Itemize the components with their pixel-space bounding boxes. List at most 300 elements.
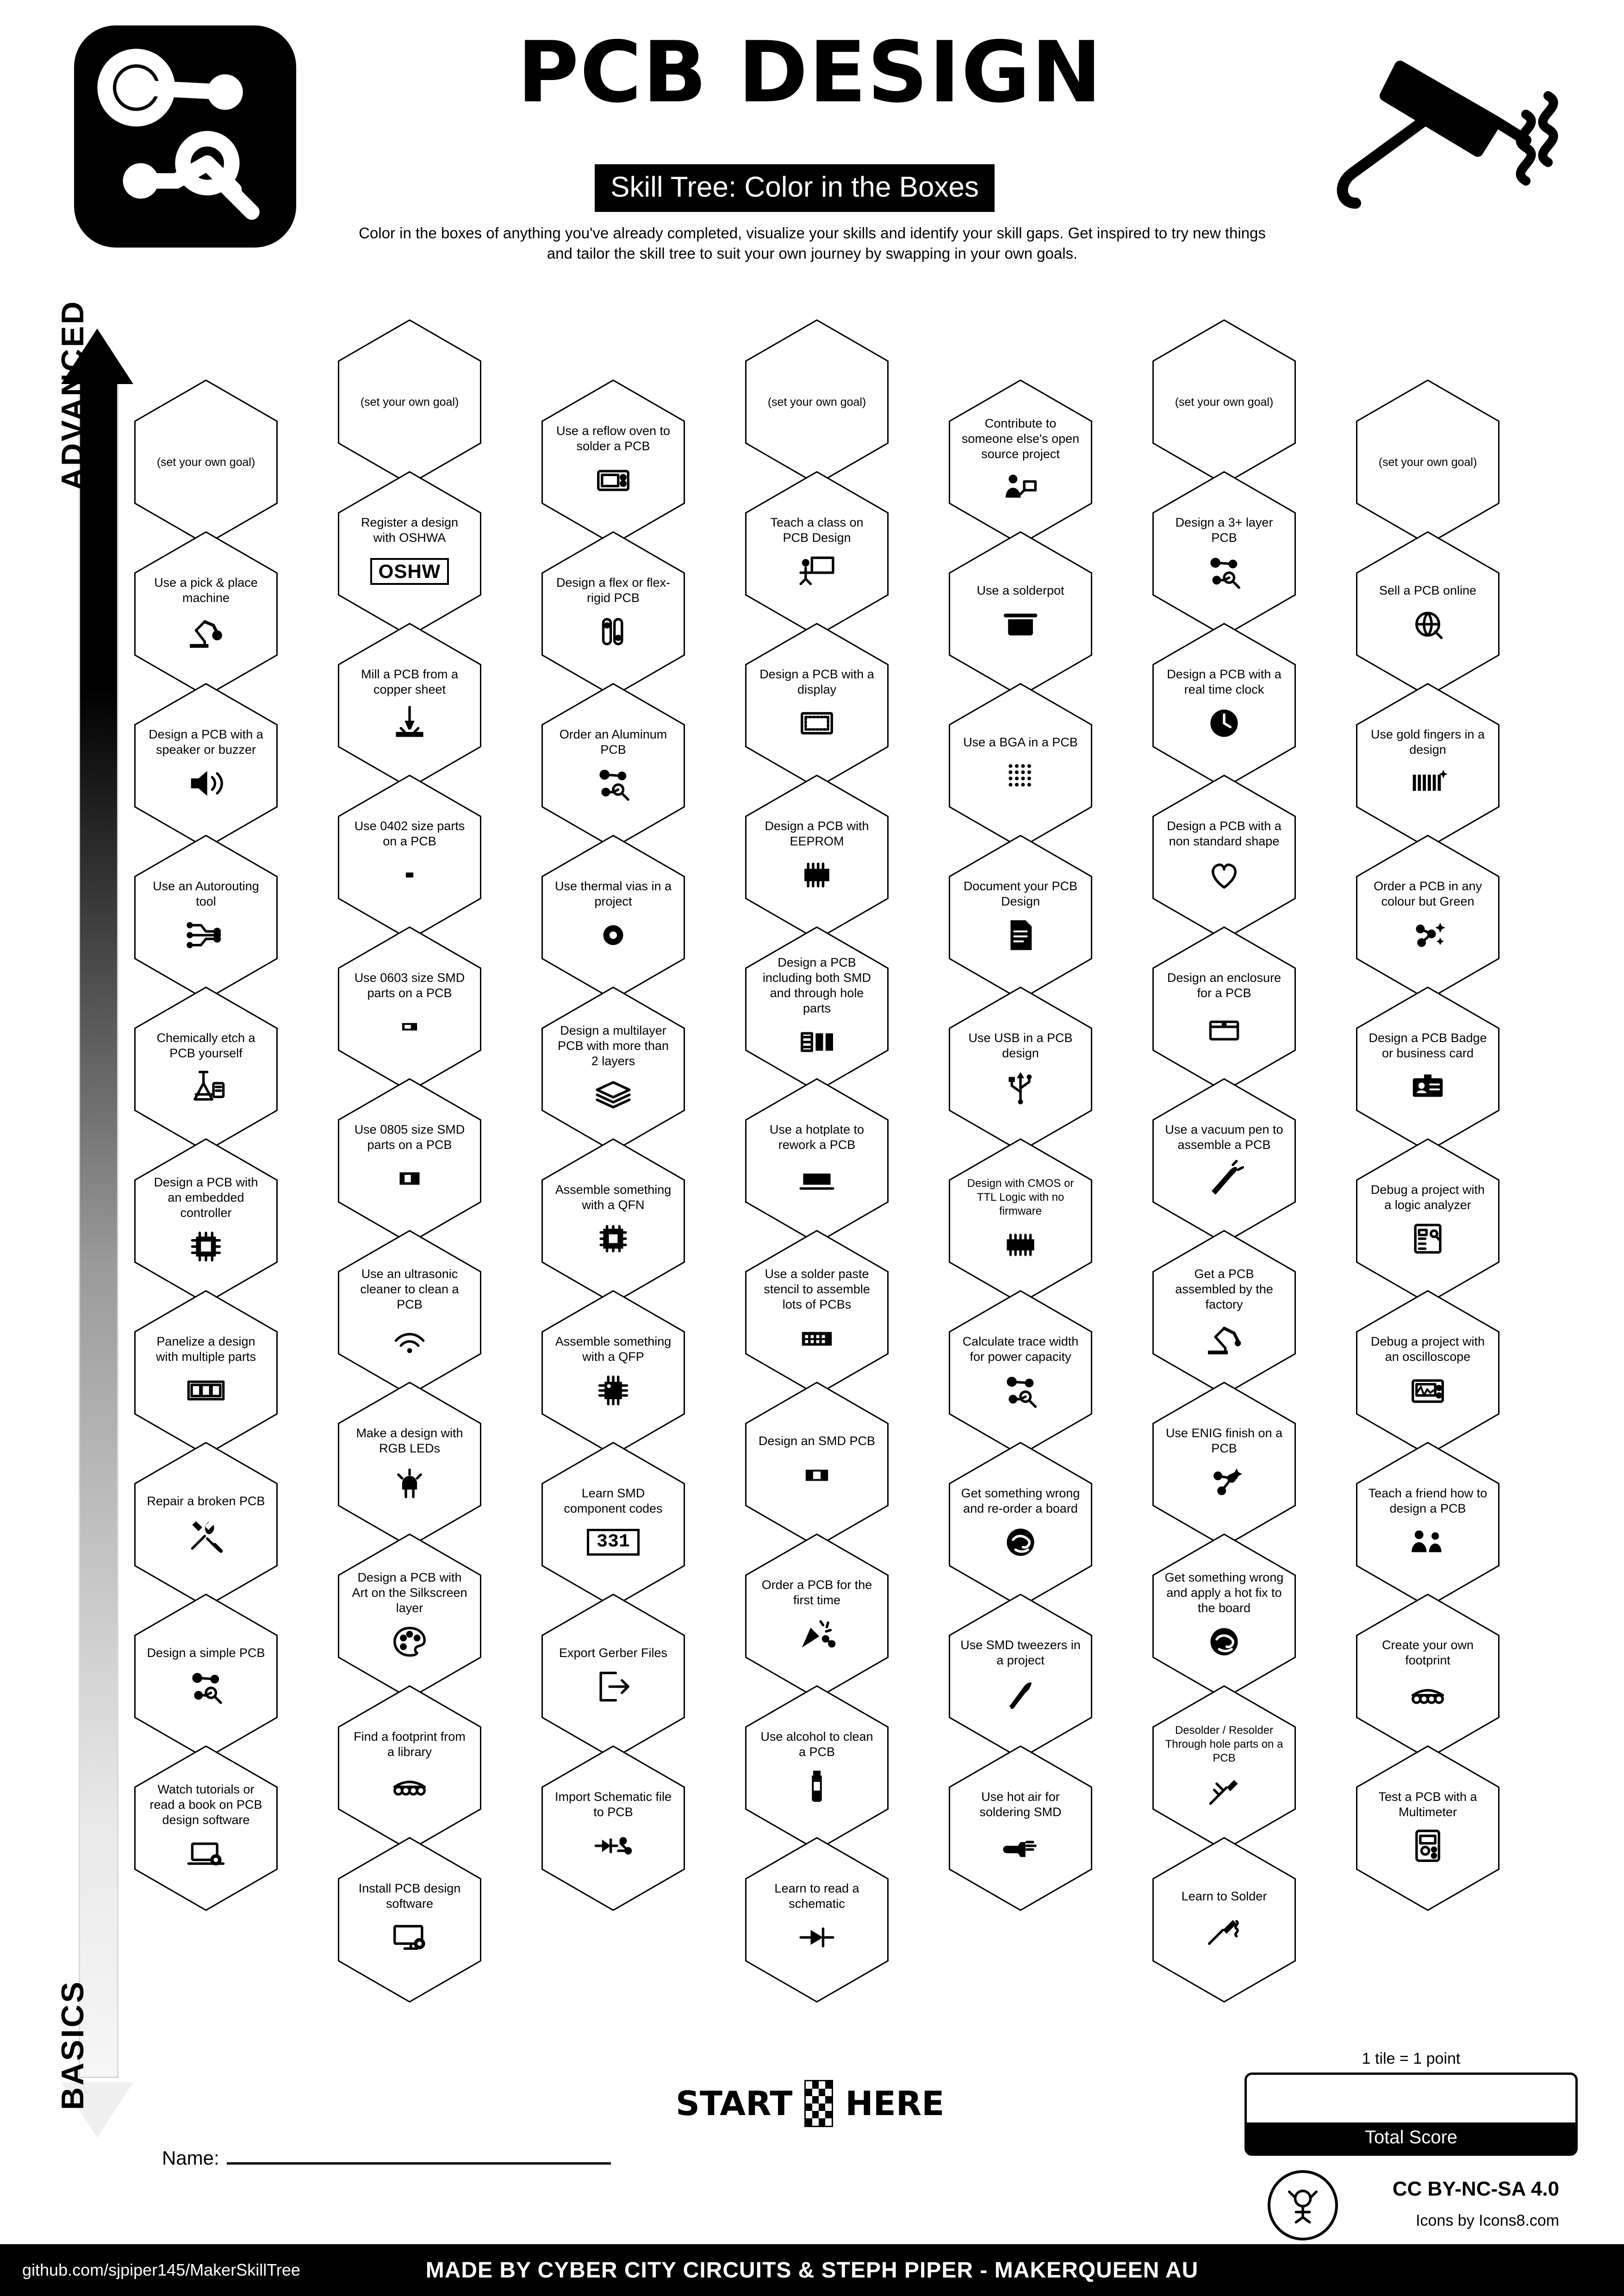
tile-content <box>1163 623 1286 788</box>
skill-tile[interactable] <box>1152 319 1296 485</box>
axis-label-advanced: ADVANCED <box>55 299 90 490</box>
tile-label: Order an Aluminum PCB <box>559 727 667 757</box>
skill-tile[interactable] <box>745 775 889 940</box>
tile-content <box>1163 319 1286 485</box>
reflow-oven-icon <box>593 459 633 501</box>
subtitle-banner: Skill Tree: Color in the Boxes <box>595 164 995 212</box>
tile-label: Learn to read a schematic <box>774 1881 859 1911</box>
dip-chip-icon <box>797 854 837 896</box>
pcb-trace-icon <box>1001 1369 1040 1412</box>
tile-label: Use 0603 size SMD parts on a PCB <box>354 971 465 1000</box>
footer-center-text: MADE BY CYBER CITY CIRCUITS & STEPH PIPER - MAKERQUEEN AU <box>425 2258 1199 2283</box>
tile-label: Use an Autorouting tool <box>153 879 259 908</box>
via-icon <box>593 914 633 956</box>
tile-label: Learn SMD component codes <box>564 1486 663 1515</box>
tile-label: Chemically etch a PCB yourself <box>156 1031 255 1060</box>
tile-content <box>1366 1138 1489 1304</box>
tile-label: Export Gerber Files <box>559 1645 668 1660</box>
skill-tile[interactable] <box>134 1745 278 1911</box>
tile-label: Design a 3+ layer PCB <box>1175 515 1273 545</box>
pcb-trace-icon <box>186 1665 226 1708</box>
tile-label: Create your own footprint <box>1381 1638 1474 1667</box>
tile-content <box>348 1382 471 1547</box>
smd-0805-icon <box>390 1157 429 1200</box>
tile-label: Design a flex or flex-rigid PCB <box>556 576 671 605</box>
tile-content <box>1366 1594 1489 1759</box>
facepalm-icon <box>1001 1521 1040 1564</box>
skill-tile[interactable] <box>338 623 481 788</box>
tile-content <box>552 835 675 1000</box>
heart-shape-icon <box>1204 854 1244 896</box>
celebration-pcb-icon <box>797 1613 837 1655</box>
skill-tile[interactable] <box>1356 531 1500 697</box>
layers-stack-icon <box>593 1074 633 1116</box>
skill-tile[interactable] <box>541 1138 685 1304</box>
tile-label: Find a footprint from a library <box>354 1730 466 1759</box>
tile-label: Design a PCB with a real time clock <box>1167 667 1282 696</box>
factory-robot-icon <box>1204 1317 1244 1359</box>
clock-icon <box>1204 702 1244 745</box>
tile-content <box>959 1442 1082 1607</box>
skill-tile[interactable] <box>949 987 1092 1152</box>
tile-label: Teach a class on PCB Design <box>770 515 864 545</box>
tile-content <box>755 471 878 637</box>
diode-symbol-icon <box>797 1916 837 1959</box>
page-title: PCB DESIGN <box>517 23 1103 121</box>
skill-tile[interactable] <box>541 379 685 545</box>
pick-and-place-icon <box>186 610 226 653</box>
tile-label: Document your PCB Design <box>963 879 1078 908</box>
tile-content <box>144 379 268 545</box>
footer-bar <box>0 2244 1624 2296</box>
tile-content <box>959 531 1082 697</box>
tile-label: Design a simple PCB <box>147 1645 265 1660</box>
skill-tile[interactable] <box>541 1594 685 1759</box>
tile-label: Design a PCB with a display <box>759 667 874 696</box>
tile-content <box>144 835 268 1000</box>
skill-tile[interactable] <box>338 319 481 485</box>
presenter-icon <box>797 550 837 593</box>
tile-content <box>144 1442 268 1607</box>
tile-content <box>144 1138 268 1304</box>
logic-analyzer-icon <box>1408 1217 1448 1260</box>
tile-label: Assemble something with a QFN <box>555 1183 672 1212</box>
tile-content <box>755 623 878 788</box>
schematic-to-pcb-icon <box>593 1824 633 1867</box>
license-text: CC BY-NC-SA 4.0 <box>1392 2178 1559 2200</box>
etching-flask-icon <box>186 1066 226 1108</box>
skill-tile[interactable] <box>1152 1078 1296 1244</box>
panel-array-icon <box>186 1369 226 1412</box>
skill-tile[interactable] <box>1152 1533 1296 1699</box>
soldering-iron-icon <box>1204 1909 1244 1951</box>
tile-content <box>755 926 878 1092</box>
share-person-icon <box>1001 466 1040 509</box>
skill-tile[interactable] <box>949 1290 1092 1456</box>
tile-content <box>755 1837 878 2003</box>
name-label: Name: <box>162 2147 219 2169</box>
tile-label: Design an enclosure for a PCB <box>1167 971 1282 1000</box>
skill-tile[interactable] <box>949 835 1092 1000</box>
microcontroller-chip-icon <box>186 1225 226 1268</box>
tile-label: Design a PCB with a non standard shape <box>1167 819 1282 848</box>
checkered-flag-icon <box>804 2080 833 2127</box>
tile-content <box>1366 379 1489 545</box>
tile-label: Install PCB design software <box>358 1881 461 1911</box>
skill-tile[interactable] <box>1152 775 1296 940</box>
smd-and-tht-icon <box>797 1021 837 1063</box>
skill-tile[interactable] <box>1152 1685 1296 1851</box>
name-field[interactable] <box>162 2147 611 2169</box>
vacuum-pen-icon <box>1204 1157 1244 1200</box>
enig-pcb-icon <box>1204 1461 1244 1503</box>
tile-label: Calculate trace width for power capacity <box>962 1334 1079 1364</box>
tile-label: Design a PCB with an embedded controller <box>154 1175 258 1220</box>
tile-label: Get something wrong and apply a hot fix to the board <box>1164 1570 1284 1615</box>
smd-0402-icon <box>390 854 429 896</box>
skill-tile[interactable] <box>745 1078 889 1244</box>
skill-tile[interactable] <box>541 1442 685 1607</box>
skill-tile[interactable] <box>338 1078 481 1244</box>
tile-content <box>1163 775 1286 940</box>
skill-tile[interactable] <box>541 531 685 697</box>
skill-tile[interactable] <box>1152 1230 1296 1396</box>
footer-repo-link[interactable]: github.com/sjpiper145/MakerSkillTree <box>22 2260 300 2279</box>
skill-tile[interactable] <box>1356 1442 1500 1607</box>
tile-content <box>144 1290 268 1456</box>
skill-tile[interactable] <box>745 319 889 485</box>
tile-label: Debug a project with an oscilloscope <box>1370 1334 1485 1364</box>
gold-fingers-icon <box>1408 762 1448 805</box>
tile-label: Design an SMD PCB <box>758 1433 876 1448</box>
skill-tile[interactable] <box>745 1533 889 1699</box>
tile-label: Get something wrong and re-order a board <box>961 1486 1080 1515</box>
tile-label: (set your own goal) <box>1378 455 1477 469</box>
name-input-rule[interactable] <box>227 2162 611 2165</box>
skill-tile[interactable] <box>134 1594 278 1759</box>
cc-badge-icon <box>1268 2170 1338 2240</box>
skill-tile[interactable] <box>1152 1837 1296 2003</box>
multimeter-icon <box>1408 1824 1448 1867</box>
skill-tile[interactable] <box>338 1230 481 1396</box>
tile-label: Import Schematic file to PCB <box>554 1790 672 1819</box>
qfn-chip-icon <box>593 1217 633 1260</box>
intro-text: Color in the boxes of anything you've already completed, visualize your skills and identify your skill gaps. Get inspired to try new things and tailor the skill tree to suit your own journey by swapping in your own goals. <box>359 224 1266 262</box>
tile-label: Use a pick & place machine <box>154 576 258 605</box>
tile-label: Design a PCB with a speaker or buzzer <box>149 727 263 757</box>
tile-label: Sell a PCB online <box>1379 583 1477 597</box>
tile-content <box>552 379 675 545</box>
skill-tile[interactable] <box>338 1837 481 2003</box>
skill-tile[interactable] <box>338 471 481 637</box>
tile-label: Design a PCB including both SMD and through hole parts <box>762 956 871 1015</box>
facepalm-icon <box>1204 1620 1244 1663</box>
skill-tile[interactable] <box>745 1685 889 1851</box>
tile-content <box>144 987 268 1152</box>
skill-tile[interactable] <box>134 835 278 1000</box>
tile-content <box>959 835 1082 1000</box>
tile-label: Order a PCB for the first time <box>761 1578 872 1607</box>
skill-tile[interactable] <box>949 379 1092 545</box>
skill-tile[interactable] <box>1356 835 1500 1000</box>
skill-tile[interactable] <box>1356 1290 1500 1456</box>
tile-content <box>144 531 268 697</box>
skill-tile[interactable] <box>745 1382 889 1547</box>
skill-tile[interactable] <box>745 1837 889 2003</box>
tile-content <box>1163 1230 1286 1396</box>
tile-label: Design a PCB Badge or business card <box>1369 1031 1487 1060</box>
tile-label: Debug a project with a logic analyzer <box>1370 1183 1485 1212</box>
skill-tile[interactable] <box>745 623 889 788</box>
icons-credit: Icons by Icons8.com <box>1416 2212 1559 2229</box>
tile-label: Learn to Solder <box>1181 1889 1267 1903</box>
tile-content <box>552 1138 675 1304</box>
teach-friend-icon <box>1408 1521 1448 1564</box>
tile-label: Design a PCB with Art on the Silkscreen layer <box>352 1570 467 1615</box>
tile-content <box>552 987 675 1152</box>
badge-icon <box>1408 1066 1448 1108</box>
tile-content <box>552 531 675 697</box>
flex-pcb-icon <box>593 610 633 653</box>
tile-label: Design a multilayer PCB with more than 2 layers <box>557 1023 669 1068</box>
tile-label: Mill a PCB from a copper sheet <box>361 667 459 696</box>
skill-tile[interactable] <box>949 1594 1092 1759</box>
tile-label: Design a PCB with EEPROM <box>765 819 869 848</box>
tile-label: Use a vacuum pen to assemble a PCB <box>1165 1123 1283 1152</box>
skill-tile[interactable] <box>949 1138 1092 1304</box>
skill-tile[interactable] <box>1356 683 1500 849</box>
skill-tile[interactable] <box>745 471 889 637</box>
ultrasonic-waves-icon <box>390 1317 429 1359</box>
tile-label: (set your own goal) <box>360 395 459 409</box>
pcb-trace-icon <box>1204 550 1244 593</box>
tile-content <box>755 1078 878 1244</box>
tile-label: Get a PCB assembled by the factory <box>1175 1266 1273 1311</box>
tile-content <box>1163 471 1286 637</box>
tile-content <box>1366 531 1489 697</box>
skill-tile[interactable] <box>134 987 278 1152</box>
tile-content <box>144 683 268 849</box>
skill-tile[interactable] <box>949 1745 1092 1911</box>
tile-label: Use hot air for soldering SMD <box>979 1790 1062 1819</box>
tile-content <box>1163 1837 1286 2003</box>
score-note: 1 tile = 1 point <box>1362 2050 1461 2067</box>
skill-tile[interactable] <box>134 1138 278 1304</box>
tile-content <box>959 1290 1082 1456</box>
led-icon <box>390 1461 429 1503</box>
skill-tile[interactable] <box>1356 1138 1500 1304</box>
skill-tile[interactable] <box>134 1442 278 1607</box>
axis-label-basics: BASICS <box>55 1980 90 2110</box>
tile-label: Order a PCB in any colour but Green <box>1373 879 1482 908</box>
skill-tile[interactable] <box>338 926 481 1092</box>
tile-content <box>1163 1382 1286 1547</box>
tile-content <box>1366 1290 1489 1456</box>
hotplate-icon <box>797 1157 837 1200</box>
tile-content <box>348 926 471 1092</box>
tile-label: Make a design with RGB LEDs <box>356 1426 463 1455</box>
skill-tile[interactable] <box>541 987 685 1152</box>
skill-tile[interactable] <box>1356 987 1500 1152</box>
skill-tile[interactable] <box>949 683 1092 849</box>
skill-tile[interactable] <box>1152 926 1296 1092</box>
speaker-icon <box>186 762 226 805</box>
skill-tile[interactable] <box>541 835 685 1000</box>
skill-tile[interactable] <box>134 1290 278 1456</box>
tile-content <box>959 1745 1082 1911</box>
skill-tile[interactable] <box>134 531 278 697</box>
tile-content <box>1163 1685 1286 1851</box>
skill-tile[interactable] <box>1356 1745 1500 1911</box>
milling-icon <box>390 702 429 745</box>
tile-content <box>959 987 1082 1152</box>
tile-content <box>348 319 471 485</box>
skill-tile[interactable] <box>1152 471 1296 637</box>
tile-content <box>348 1533 471 1699</box>
monitor-gear-icon <box>390 1916 429 1959</box>
tile-label: Use a BGA in a PCB <box>963 735 1078 749</box>
tweezers-icon <box>1001 1673 1040 1715</box>
tile-label: Repair a broken PCB <box>147 1494 265 1508</box>
enclosure-box-icon <box>1204 1005 1244 1048</box>
pcb-trace-icon <box>593 762 633 805</box>
skill-tile[interactable] <box>541 1290 685 1456</box>
tile-label: Use alcohol to clean a PCB <box>760 1730 873 1759</box>
tile-content <box>348 1685 471 1851</box>
tile-label: Use an ultrasonic cleaner to clean a PCB <box>360 1266 459 1311</box>
tile-label: Use SMD tweezers in a project <box>960 1638 1081 1667</box>
tile-content <box>552 1745 675 1911</box>
tile-label: (set your own goal) <box>1175 395 1274 409</box>
oshw-logo-icon: OSHW <box>370 550 449 593</box>
tile-content <box>348 775 471 940</box>
tile-content <box>959 1138 1082 1304</box>
skill-tile[interactable] <box>745 1230 889 1396</box>
tile-content <box>348 623 471 788</box>
hot-air-gun-icon <box>1001 1824 1040 1867</box>
tile-content <box>1163 926 1286 1092</box>
qfp-chip-icon <box>593 1369 633 1412</box>
score-box <box>1244 2050 1578 2156</box>
display-icon <box>797 702 837 745</box>
alcohol-bottle-icon <box>797 1764 837 1807</box>
pcb-sparkle-icon <box>1408 914 1448 956</box>
tile-label: Use 0402 size parts on a PCB <box>354 819 465 848</box>
tile-content <box>755 775 878 940</box>
tile-content <box>552 1594 675 1759</box>
logic-chip-icon <box>1001 1223 1040 1266</box>
score-frame[interactable] <box>1244 2073 1578 2156</box>
tile-label: Watch tutorials or read a book on PCB design software <box>149 1782 262 1827</box>
palette-icon <box>390 1620 429 1663</box>
tile-content <box>348 1837 471 2003</box>
oscilloscope-icon <box>1408 1369 1448 1412</box>
export-arrow-icon <box>593 1665 633 1708</box>
tile-label: Contribute to someone else's open source project <box>961 416 1080 461</box>
tile-content <box>552 1442 675 1607</box>
skill-tile[interactable] <box>745 926 889 1092</box>
tile-content <box>348 1078 471 1244</box>
tile-content <box>552 683 675 849</box>
skill-tile[interactable] <box>338 1685 481 1851</box>
tile-label: Use ENIG finish on a PCB <box>1165 1426 1283 1455</box>
tile-label: (set your own goal) <box>767 395 866 409</box>
tile-content <box>755 1230 878 1396</box>
tile-content <box>144 1745 268 1911</box>
skill-tile[interactable] <box>1152 1382 1296 1547</box>
footprint-pads-icon <box>390 1764 429 1807</box>
tile-label: Use a solder paste stencil to assemble lots of PCBs <box>764 1266 870 1311</box>
footprint-pads-icon <box>1408 1673 1448 1715</box>
laptop-gear-icon <box>186 1832 226 1875</box>
skill-tile[interactable] <box>541 683 685 849</box>
bga-grid-icon <box>1001 755 1040 797</box>
tile-label: Use 0805 size SMD parts on a PCB <box>354 1123 465 1152</box>
tile-label: Use thermal vias in a project <box>554 879 672 908</box>
tile-content <box>1366 1745 1489 1911</box>
tile-label: Teach a friend how to design a PCB <box>1368 1486 1487 1515</box>
skill-tile[interactable] <box>541 1745 685 1911</box>
tile-content <box>959 379 1082 545</box>
tile-content <box>755 1533 878 1699</box>
tile-label: Use a solderpot <box>977 583 1064 597</box>
skill-tile[interactable] <box>1356 1594 1500 1759</box>
solder-pot-icon <box>1001 603 1040 645</box>
skill-tile[interactable] <box>1356 379 1500 545</box>
skill-tile[interactable] <box>338 1382 481 1547</box>
tile-label: Use a reflow oven to solder a PCB <box>556 424 671 453</box>
autoroute-icon <box>186 914 226 956</box>
stencil-icon <box>797 1317 837 1359</box>
skill-tile[interactable] <box>134 683 278 849</box>
start-label: START <box>676 2084 793 2123</box>
document-icon <box>1001 914 1040 956</box>
online-shop-icon <box>1408 603 1448 645</box>
skill-tile[interactable] <box>1152 623 1296 788</box>
tile-content <box>959 683 1082 849</box>
here-label: HERE <box>845 2084 945 2123</box>
tile-content <box>348 471 471 637</box>
start-here-marker <box>676 2080 945 2127</box>
tile-label: Assemble something with a QFP <box>555 1334 672 1364</box>
tile-label: Register a design with OSHWA <box>361 515 459 545</box>
skill-tile[interactable] <box>949 1442 1092 1607</box>
tile-label: Panelize a design with multiple parts <box>156 1334 256 1364</box>
tile-content <box>348 1230 471 1396</box>
smd-part-icon <box>797 1453 837 1496</box>
tile-label: Desolder / Resolder Through hole parts on a PCB <box>1165 1724 1283 1764</box>
skill-tile[interactable] <box>134 379 278 545</box>
skill-tile[interactable] <box>338 1533 481 1699</box>
tile-content <box>959 1594 1082 1759</box>
tile-label: (set your own goal) <box>156 455 255 469</box>
tile-label: Test a PCB with a Multimeter <box>1378 1790 1477 1819</box>
tile-label: Use gold fingers in a design <box>1370 727 1485 757</box>
desolder-icon <box>1204 1770 1244 1812</box>
skill-tile[interactable] <box>949 531 1092 697</box>
tile-content <box>755 319 878 485</box>
tile-content <box>755 1685 878 1851</box>
skill-tile[interactable] <box>338 775 481 940</box>
tile-content <box>1366 987 1489 1152</box>
tile-label: Use USB in a PCB design <box>968 1031 1073 1060</box>
tile-content <box>144 1594 268 1759</box>
tile-content <box>1163 1078 1286 1244</box>
usb-icon <box>1001 1066 1040 1108</box>
tile-content <box>1163 1533 1286 1699</box>
resistor-code-331-icon: 331 <box>587 1521 640 1564</box>
tools-repair-icon <box>186 1514 226 1556</box>
